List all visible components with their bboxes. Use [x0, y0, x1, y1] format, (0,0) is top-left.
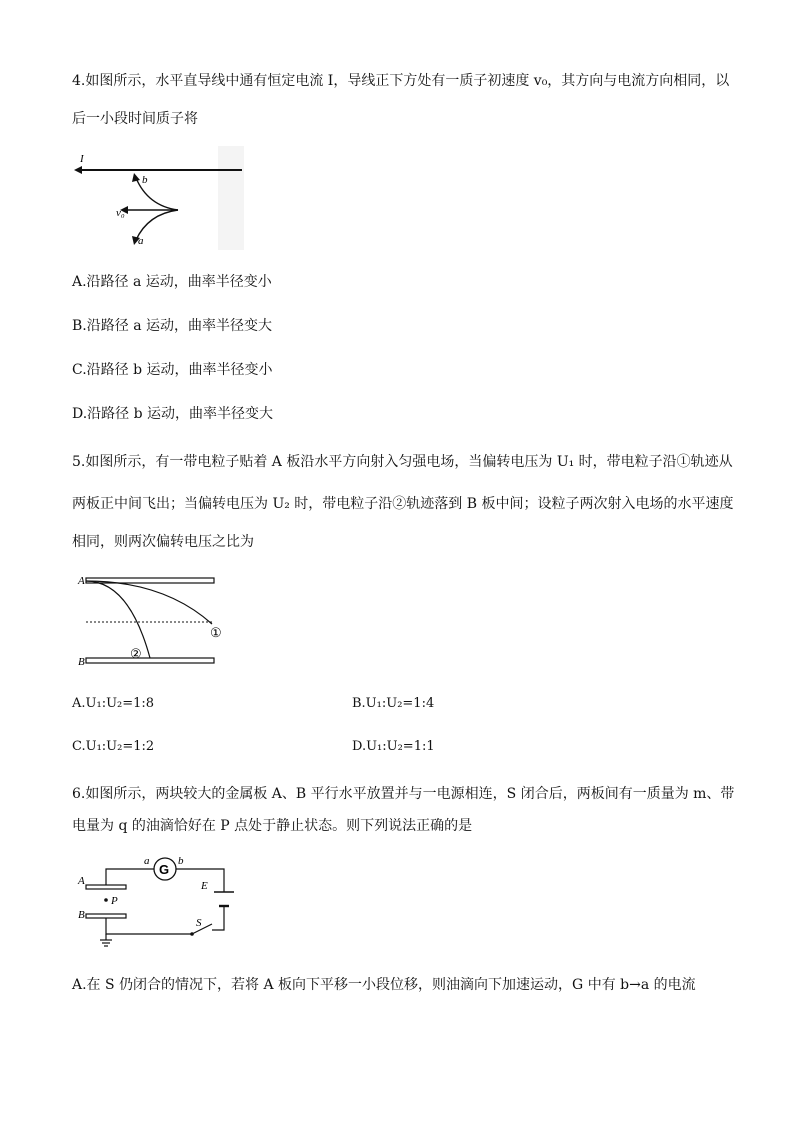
q5-option-c: C.U₁:U₂=1:2 [72, 739, 155, 754]
q5-stem-line3: 相同，则两次偏转电压之比为 [72, 534, 254, 550]
q4-option-b: B.沿路径 a 运动，曲率半径变大 [72, 318, 272, 334]
q6-label-b: b [178, 855, 184, 867]
q4-label-v0: v₀ [116, 207, 125, 219]
q6-circuit-figure [76, 854, 246, 949]
q4-stem-line2: 后一小段时间质子将 [72, 111, 198, 127]
q4-label-a: a [138, 235, 144, 247]
q5-label-path1: ① [210, 626, 222, 641]
q5-label-path2: ② [130, 647, 142, 662]
q4-option-a: A.沿路径 a 运动，曲率半径变小 [72, 274, 272, 290]
q6-label-P: P [111, 895, 118, 907]
q5-figure [74, 570, 234, 670]
q6-label-A: A [78, 875, 85, 887]
q5-stem-line1: 5.如图所示，有一带电粒子贴着 A 板沿水平方向射入匀强电场，当偏转电压为 U₁ 时，带电粒子沿①轨迹从 [72, 454, 733, 470]
q5-stem-line2: 两板正中间飞出；当偏转电压为 U₂ 时，带电粒子沿②轨迹落到 B 板中间；设粒子两次射入电场的水平速度 [72, 496, 734, 512]
q4-option-c: C.沿路径 b 运动，曲率半径变小 [72, 362, 273, 378]
q6-option-a: A.在 S 仍闭合的情况下，若将 A 板向下平移一小段位移，则油滴向下加速运动，G 中有 b→a 的电流 [72, 977, 696, 993]
q6-stem-line2: 电量为 q 的油滴恰好在 P 点处于静止状态。则下列说法正确的是 [72, 818, 473, 834]
q6-label-G: G [159, 862, 170, 877]
q6-stem-line1: 6.如图所示，两块较大的金属板 A、B 平行水平放置并与一电源相连，S 闭合后，两板间有一质量为 m、带 [72, 786, 735, 802]
q5-label-A: A [78, 575, 85, 587]
q4-stem-line1: 4.如图所示，水平直导线中通有恒定电流 I，导线正下方处有一质子初速度 v₀，其方向与电流方向相同，以 [72, 73, 730, 89]
q6-label-a: a [144, 855, 150, 867]
q6-label-E: E [201, 880, 208, 892]
q5-option-d: D.U₁:U₂=1:1 [352, 739, 435, 754]
q5-option-a: A.U₁:U₂=1:8 [72, 696, 155, 711]
q6-label-S: S [196, 917, 202, 929]
q4-figure [70, 146, 250, 250]
q6-label-B: B [78, 909, 85, 921]
q4-label-current: I [80, 153, 84, 165]
q4-label-b: b [142, 174, 148, 186]
q5-option-b: B.U₁:U₂=1:4 [352, 696, 435, 711]
q5-label-B: B [78, 656, 85, 668]
q4-option-d: D.沿路径 b 运动，曲率半径变大 [72, 406, 274, 422]
